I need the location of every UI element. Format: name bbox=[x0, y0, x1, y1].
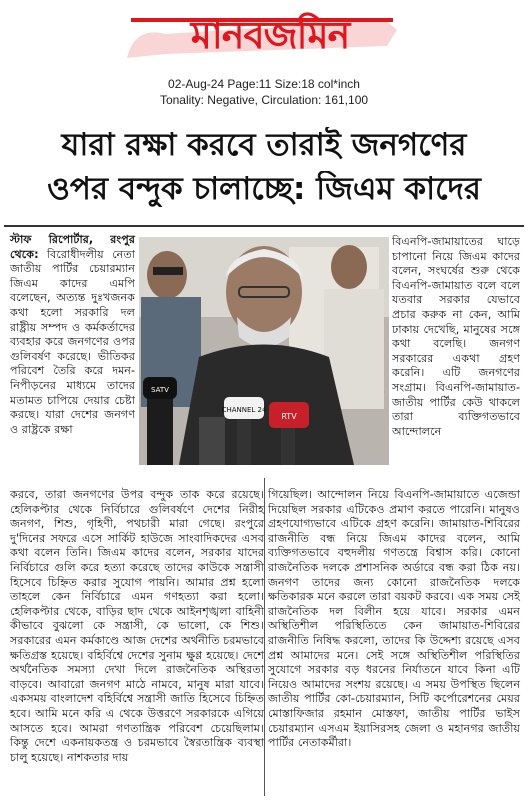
mic-label-rtv: RTV bbox=[281, 412, 297, 421]
article-column-left bbox=[10, 233, 135, 437]
clipping-meta-line2: Tonality: Negative, Circulation: 161,100 bbox=[159, 93, 369, 107]
masthead bbox=[125, 6, 400, 68]
article-column-mid bbox=[268, 488, 520, 751]
column-divider bbox=[264, 478, 265, 796]
mic-label-satv: SATV bbox=[151, 386, 169, 394]
article-column-right bbox=[392, 235, 520, 439]
byline: স্টাফ রিপোর্টার, রংপুর থেকে: bbox=[10, 233, 135, 261]
article-right-text: বিএনপি-জামায়াতের ঘাড়ে চাপানো নিয়ে জিএম কাদের বলেন, সংঘর্ষের শুরু থেকে বিএনপি-জামায়াত বলে বলে যতবার সরকার যেভাবে প্রচার করুক না কেন, আমি ঢাকায় দেখেছি, মানুষের সঙ্গে কথা বলেছি। জনগণ সরকারের একথা গ্রহণ করেনি। এটি জনগণের সংগ্রাম। বিএনপি-জামায়াত-জাতীয় পার্টির কেউ থাকলে তারা ব্যক্তিগতভাবে আন্দোলনে bbox=[392, 235, 520, 438]
headline-line2: ওপর বন্দুক চালাচ্ছে: জিএম কাদের bbox=[47, 171, 481, 207]
article-bottom-text: করবে, তারা জনগণের উপর বন্দুক তাক করে রয়েছে। হেলিকপ্টার থেকে নির্বিচারে গুলিবর্ষণে দেশের নিরীহ জনগণ, শিশু, গৃহিণী, পথচারী মারা গেছে। রংপুরে দু'দিনের সফরে এসে সার্কিট হাউজে সাংবাদিকদের এসব কথা বলেন তিনি। জিএম কাদের বলেন, সরকার যাদের নির্বিচারে গুলি করে হত্যা করেছে তাদের কাউকে সন্ত্রাসী হিসেবে চিহ্নিত করার সুযোগ পায়নি। আমার প্রশ্ন হলো তাহলে কেন নির্বিচারে এমন গণহত্যা করা হলো। হেলিকপ্টার থেকে, বাড়ির ছাদ থেকে আইনশৃঙ্খলা বাহিনী কীভাবে বুঝলো কে সন্ত্রাসী, কে ভালো, কে শিশু। সরকারের এমন কর্মকাণ্ডে আজ দেশের অর্থনীতি চরমভাবে ক্ষতিগ্রস্ত হয়েছে। বহির্বিশ্বে দেশের সুনাম ক্ষুণ্ণ হয়েছে। দেশে অর্থনৈতিক সমস্যা দেখা দিলে রাজনৈতিক অস্থিরতা বাড়বে। আবারো জনগণ মাঠে নামবে, মানুষ মারা যাবে। একসময় বাংলাদেশ বহির্বিশ্বে সন্ত্রাসী জাতি হিসেবে চিহ্নিত হবে। আমি মনে করি এ থেকে উত্তরণে সরকারকে এগিয়ে আসতে হবে। আমরা গণতান্ত্রিক পরিবেশ চেয়েছিলাম। কিন্তু দেশে একনায়কতন্ত্র ও চরমভাবে স্বৈরতান্ত্রিক ব্যবস্থা চালু হয়েছে। নাশকতার দায় bbox=[10, 488, 264, 764]
article-left-text: বিরোধীদলীয় নেতা জাতীয় পার্টির চেয়ারম্যান জিএম কাদের এমপি বলেছেন, অত্যন্ত দুঃখজনক কথা হলো সরকারি দল রাষ্ট্রীয় সম্পদ ও কর্মকর্তাদের ব্যবহার করে জনগণের ওপর গুলিবর্ষণ করেছে। ভীতিকর পরিবেশ তৈরি করে দমন-নিপীড়নের মাধ্যমে তাদের মতামত চাপিয়ে দেয়ার চেষ্টা করছে। যারা দেশের জনগণ ও রাষ্ট্রকে রক্ষা bbox=[10, 247, 135, 436]
headline-rule bbox=[4, 225, 524, 227]
article-mid-text: গিয়েছিল। আন্দোলন নিয়ে বিএনপি-জামায়াতে এজেন্ডা দিয়েছিল সরকার এটিকেও প্রমাণ করতে পারেনি। মানুষও গ্রহণযোগ্যভাবে এটিকে গ্রহণ করেনি। জামায়াত-শিবিরের রাজনীতি বন্ধ নিয়ে জিএম কাদের বলেন, আমি ব্যক্তিগতভাবে বহুদলীয় গণতন্ত্রে বিশ্বাস করি। কোনো রাজনৈতিক দলকে প্রশাসনিক অর্ডারে বন্ধ করা ঠিক নয়। জনগণ তাদের জন্য কোনো রাজনৈতিক দলকে ক্ষতিকারক মনে করলে তারা বয়কট করবে। এক সময় সেই রাজনৈতিক দল বিলীন হয়ে যাবে। সরকার এমন অস্থিতিশীল পরিস্থিতিতে কেন জামায়াত-শিবিরের রাজনীতি নিষিদ্ধ করলো, তাদের কি উদ্দেশ্য রয়েছে এসব প্রশ্ন আমাদের মনে। সেই সঙ্গে অস্থিতিশীল পরিস্থিতির সুযোগে সরকার বড় ধরনের নির্যাতনে যাবে কিনা এটি নিয়েও আমাদের সংশয় রয়েছে। এ সময় উপস্থিত ছিলেন জাতীয় পার্টির কো-চেয়ারম্যান, সিটি কর্পোরেশনের মেয়র মোস্তাফিজার রহমান মোস্তফা, জাতীয় পার্টির ভাইস চেয়ারম্যান এসএম ইয়াসিরসহ জেলা ও মহানগর জাতীয় পার্টির নেতাকর্মীরা। bbox=[268, 488, 520, 750]
masthead-title: মানবজমিন bbox=[190, 13, 350, 57]
headline-line1: যারা রক্ষা করবে তারাই জনগণের bbox=[61, 127, 467, 163]
clipping-meta-line1: 02-Aug-24 Page:11 Size:18 col*inch bbox=[168, 77, 360, 91]
article-column-bottom bbox=[10, 488, 264, 765]
news-photo bbox=[139, 237, 389, 465]
mic-label-channel24: CHANNEL 24 bbox=[221, 406, 267, 414]
